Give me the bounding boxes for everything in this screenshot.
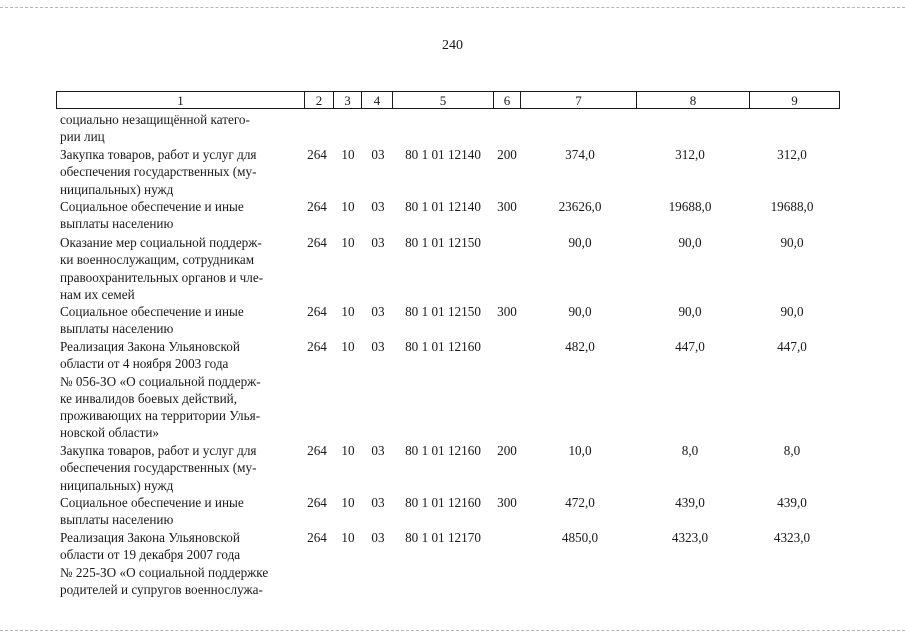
- row-amount-year-2: 90,0: [678, 235, 702, 250]
- row-section: 10: [341, 530, 355, 545]
- scan-top-edge: [0, 7, 905, 9]
- row-code: 264: [307, 147, 327, 162]
- table-row: [0, 111, 905, 146]
- header-cell-section: 3: [334, 92, 362, 108]
- row-expense-type: 300: [497, 199, 517, 214]
- header-cell-target: 5: [393, 92, 494, 108]
- row-subsection: 03: [371, 147, 385, 162]
- row-target: 80 1 01 12140: [405, 147, 481, 162]
- row-expense-type: 200: [497, 443, 517, 458]
- row-subsection: 03: [371, 199, 385, 214]
- row-subsection: 03: [371, 339, 385, 354]
- row-amount-year-3: 19688,0: [770, 199, 814, 214]
- header-cell-subsection: 4: [362, 92, 393, 108]
- header-cell-expense-type: 6: [494, 92, 521, 108]
- row-code: 264: [307, 443, 327, 458]
- row-expense-type: 200: [497, 147, 517, 162]
- row-amount-year-1: 90,0: [568, 304, 592, 319]
- row-expense-type: 300: [497, 304, 517, 319]
- header-cell-description: 1: [57, 92, 305, 108]
- scan-bottom-edge: [0, 630, 905, 632]
- row-target: 80 1 01 12150: [405, 235, 481, 250]
- row-code: 264: [307, 530, 327, 545]
- row-amount-year-1: 23626,0: [558, 199, 602, 214]
- row-amount-year-1: 90,0: [568, 235, 592, 250]
- page-number: 240: [442, 38, 463, 53]
- row-amount-year-1: 10,0: [568, 443, 592, 458]
- row-subsection: 03: [371, 443, 385, 458]
- row-target: 80 1 01 12140: [405, 199, 481, 214]
- row-description: Социальное обеспечение и иные выплаты населению: [60, 304, 244, 337]
- row-description: Социальное обеспечение и иные выплаты населению: [60, 495, 244, 528]
- row-amount-year-3: 439,0: [777, 495, 807, 510]
- row-description: социально незащищённой катего- рии лиц: [60, 112, 250, 145]
- row-amount-year-3: 90,0: [780, 304, 804, 319]
- row-code: 264: [307, 495, 327, 510]
- row-amount-year-2: 4323,0: [671, 530, 709, 545]
- row-section: 10: [341, 339, 355, 354]
- row-target: 80 1 01 12160: [405, 339, 481, 354]
- row-amount-year-2: 90,0: [678, 304, 702, 319]
- row-subsection: 03: [371, 235, 385, 250]
- row-description: Реализация Закона Ульяновской области от 4 ноября 2003 года № 056-ЗО «О социальной поддерж- ке инвалидов боевых действий, проживающих на территории Улья- новской области»: [60, 339, 261, 441]
- row-section: 10: [341, 495, 355, 510]
- row-section: 10: [341, 147, 355, 162]
- header-cell-year-3: 9: [791, 93, 798, 108]
- table-row: [0, 494, 905, 529]
- row-amount-year-1: 374,0: [565, 147, 595, 162]
- row-code: 264: [307, 199, 327, 214]
- row-description: Закупка товаров, работ и услуг для обеспечения государственных (му- ниципальных) нужд: [60, 147, 257, 197]
- table-row: [0, 198, 905, 234]
- row-section: 10: [341, 443, 355, 458]
- row-amount-year-1: 472,0: [565, 495, 595, 510]
- table-header-row: [56, 91, 840, 109]
- row-target: 80 1 01 12170: [405, 530, 481, 545]
- table-body: [0, 111, 905, 601]
- header-cell-year-2: 8: [637, 92, 750, 108]
- row-amount-year-2: 19688,0: [668, 199, 712, 214]
- table-row: [0, 146, 905, 198]
- row-subsection: 03: [371, 304, 385, 319]
- row-description: Социальное обеспечение и иные выплаты населению: [60, 199, 244, 232]
- row-amount-year-3: 312,0: [777, 147, 807, 162]
- row-subsection: 03: [371, 495, 385, 510]
- row-target: 80 1 01 12160: [405, 495, 481, 510]
- row-amount-year-3: 447,0: [777, 339, 807, 354]
- header-cell-code: 2: [305, 92, 334, 108]
- row-subsection: 03: [371, 530, 385, 545]
- row-amount-year-2: 439,0: [675, 495, 705, 510]
- row-description: Оказание мер социальной поддерж- ки военнослужащим, сотрудникам правоохранительных органов и чле- нам их семей: [60, 235, 264, 302]
- table-row: [0, 338, 905, 442]
- row-amount-year-3: 8,0: [783, 443, 801, 458]
- row-section: 10: [341, 304, 355, 319]
- row-amount-year-1: 482,0: [565, 339, 595, 354]
- table-row: [0, 442, 905, 494]
- row-code: 264: [307, 235, 327, 250]
- row-section: 10: [341, 235, 355, 250]
- row-amount-year-2: 312,0: [675, 147, 705, 162]
- row-code: 264: [307, 304, 327, 319]
- row-target: 80 1 01 12160: [405, 443, 481, 458]
- row-expense-type: 300: [497, 495, 517, 510]
- row-amount-year-3: 90,0: [780, 235, 804, 250]
- header-cell-year-1: 7: [521, 92, 637, 108]
- row-description: Реализация Закона Ульяновской области от 19 декабря 2007 года № 225-ЗО «О социальной поддержке родителей и супругов военнослужа-: [60, 530, 269, 597]
- row-description: Закупка товаров, работ и услуг для обеспечения государственных (му- ниципальных) нужд: [60, 443, 257, 493]
- table-row: [0, 529, 905, 601]
- row-target: 80 1 01 12150: [405, 304, 481, 319]
- table-row: [0, 234, 905, 303]
- row-section: 10: [341, 199, 355, 214]
- row-amount-year-2: 8,0: [681, 443, 699, 458]
- row-amount-year-2: 447,0: [675, 339, 705, 354]
- row-amount-year-1: 4850,0: [561, 530, 599, 545]
- row-amount-year-3: 4323,0: [773, 530, 811, 545]
- table-row: [0, 303, 905, 338]
- row-code: 264: [307, 339, 327, 354]
